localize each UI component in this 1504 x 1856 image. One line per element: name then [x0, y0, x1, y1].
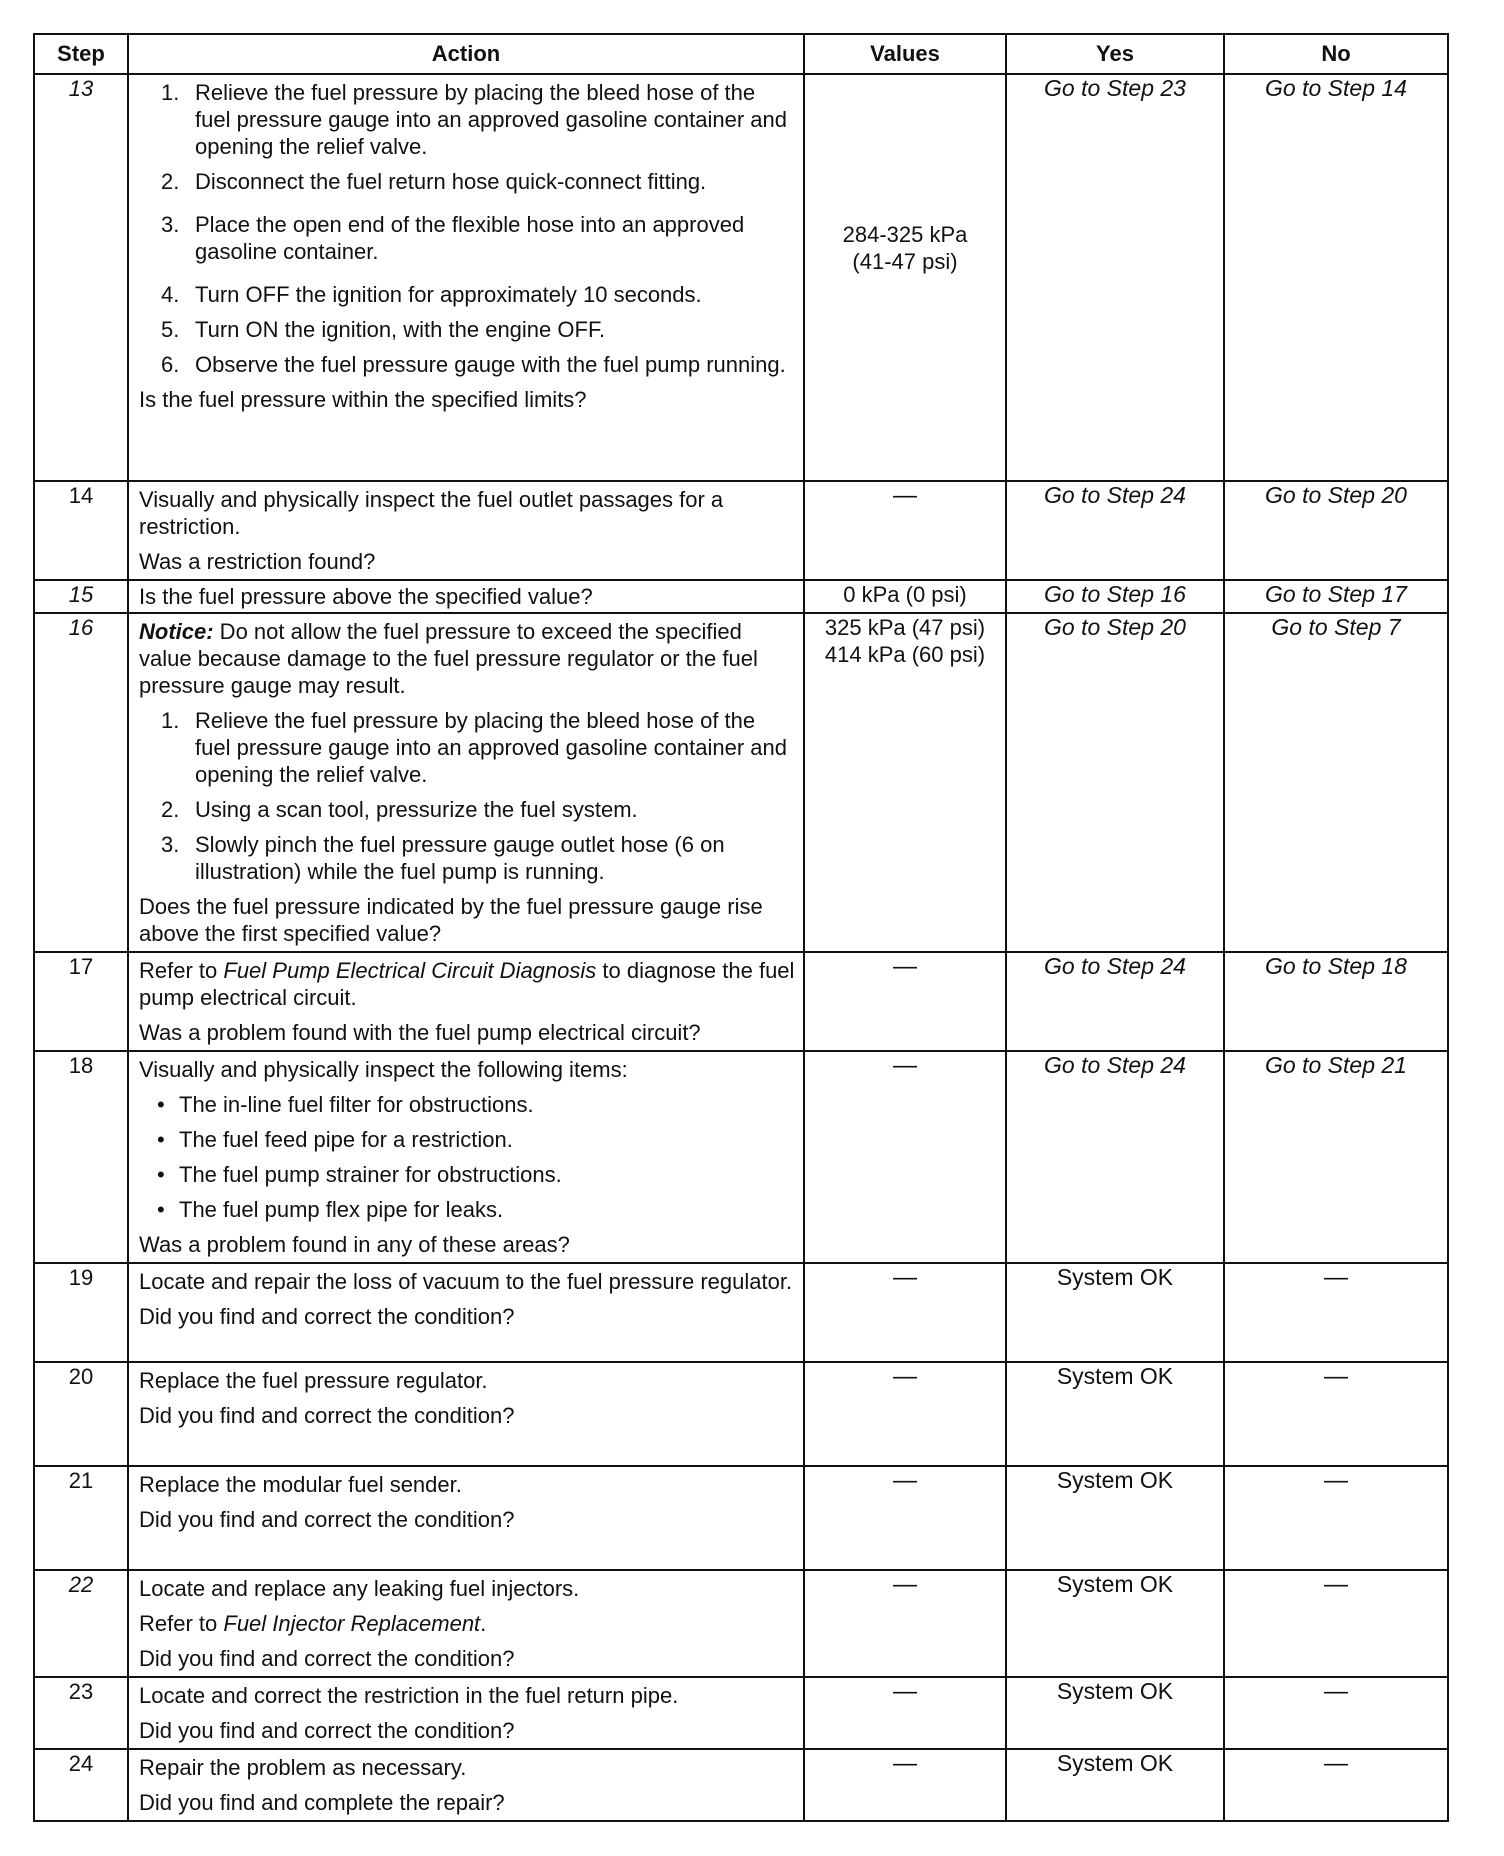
- no-dash: —: [1324, 1467, 1348, 1494]
- table-row: [34, 580, 1448, 613]
- yes-cell: Go to Step 23: [1006, 74, 1224, 481]
- step-text: Turn ON the ignition, with the engine OFF.: [195, 317, 606, 342]
- step-number: 14: [34, 481, 128, 580]
- yes-cell: System OK: [1006, 1570, 1224, 1677]
- notice-text: Do not allow the fuel pressure to exceed the specified value because damage to the fuel pressure regulator or the fuel pressure gauge may result.: [139, 619, 758, 698]
- numbered-steps: [139, 707, 795, 885]
- value-dash: —: [893, 1750, 917, 1777]
- table-row: [34, 1570, 1448, 1677]
- no-cell: Go to Step 7: [1224, 613, 1448, 952]
- question-text: Did you find and complete the repair?: [139, 1790, 505, 1815]
- list-item: 3. Place the open end of the flexible hose into an approved gasoline container.: [161, 212, 745, 264]
- list-item: 1. Relieve the fuel pressure by placing the bleed hose of the fuel pressure gauge into an approved gasoline container and opening the relief valve.: [161, 80, 787, 159]
- value-dash: —: [893, 1571, 917, 1598]
- reference-link-text: Fuel Injector Replacement: [223, 1611, 481, 1636]
- list-item: • The in-line fuel filter for obstructions.: [139, 1091, 795, 1118]
- reference-link-text: Fuel Pump Electrical Circuit Diagnosis: [223, 958, 597, 983]
- list-item: 6. Observe the fuel pressure gauge with the fuel pump running.: [161, 352, 786, 377]
- value-dash: —: [893, 1363, 917, 1390]
- step-number: 19: [34, 1263, 128, 1362]
- action-cell: [128, 613, 804, 952]
- action-cell: [128, 1362, 804, 1466]
- table-row: [34, 1677, 1448, 1749]
- action-cell: [128, 580, 804, 613]
- header-step: Step: [34, 34, 128, 74]
- step-number: 22: [34, 1570, 128, 1677]
- header-no: No: [1224, 34, 1448, 74]
- notice-label: Notice:: [139, 619, 214, 644]
- table-row: [34, 1466, 1448, 1570]
- values-cell: [804, 481, 1006, 580]
- action-text: Locate and replace any leaking fuel injectors.: [139, 1576, 580, 1601]
- value-line: 325 kPa (47 psi): [824, 615, 986, 640]
- no-cell: [1224, 1263, 1448, 1362]
- no-cell: Go to Step 17: [1224, 580, 1448, 613]
- action-text: Locate and repair the loss of vacuum to the fuel pressure regulator.: [139, 1269, 793, 1294]
- step-number: 18: [34, 1051, 128, 1263]
- values-cell: [804, 1677, 1006, 1749]
- table-row: [34, 952, 1448, 1051]
- value-dash: —: [893, 1052, 917, 1079]
- question-text: Is the fuel pressure within the specified limits?: [139, 387, 587, 412]
- step-text: Relieve the fuel pressure by placing the bleed hose of the fuel pressure gauge into an approved gasoline container and opening the relief valve.: [195, 708, 787, 787]
- action-cell: [128, 74, 804, 481]
- step-text: Place the open end of the flexible hose into an approved gasoline container.: [195, 212, 745, 264]
- question-text: Did you find and correct the condition?: [139, 1718, 515, 1743]
- list-item: • The fuel pump strainer for obstructions.: [139, 1161, 795, 1188]
- action-text: [139, 957, 795, 1011]
- question-text: Did you find and correct the condition?: [139, 1646, 515, 1671]
- action-cell: [128, 1570, 804, 1677]
- no-cell: [1224, 1570, 1448, 1677]
- action-text: Repair the problem as necessary.: [139, 1755, 467, 1780]
- step-number: 17: [34, 952, 128, 1051]
- values-cell: [804, 1362, 1006, 1466]
- values-cell: [804, 613, 1006, 952]
- values-cell: [804, 1749, 1006, 1821]
- question-text: Was a problem found with the fuel pump electrical circuit?: [139, 1020, 701, 1045]
- action-cell: [128, 952, 804, 1051]
- step-number: 23: [34, 1677, 128, 1749]
- no-cell: [1224, 1362, 1448, 1466]
- list-item: 1. Relieve the fuel pressure by placing the bleed hose of the fuel pressure gauge into an approved gasoline container and opening the relief valve.: [161, 708, 787, 787]
- value-dash: —: [893, 1678, 917, 1705]
- yes-cell: Go to Step 24: [1006, 952, 1224, 1051]
- header-row: [34, 34, 1448, 74]
- values-cell: [804, 952, 1006, 1051]
- list-item: • The fuel feed pipe for a restriction.: [139, 1126, 795, 1153]
- bullet-list: [139, 1091, 795, 1223]
- value-dash: —: [893, 1467, 917, 1494]
- question-text: Was a restriction found?: [139, 549, 376, 574]
- yes-cell: System OK: [1006, 1362, 1224, 1466]
- step-text: Observe the fuel pressure gauge with the fuel pump running.: [195, 352, 786, 377]
- value-dash: —: [893, 482, 917, 509]
- no-dash: —: [1324, 1750, 1348, 1777]
- action-text: Replace the fuel pressure regulator.: [139, 1368, 488, 1393]
- action-cell: [128, 1677, 804, 1749]
- no-cell: [1224, 1677, 1448, 1749]
- step-text: Disconnect the fuel return hose quick-connect fitting.: [195, 169, 707, 194]
- no-cell: Go to Step 18: [1224, 952, 1448, 1051]
- action-text-part: to diagnose the fuel pump electrical circuit.: [139, 958, 795, 1010]
- list-item: • The fuel pump flex pipe for leaks.: [139, 1196, 795, 1223]
- numbered-steps: [139, 79, 795, 378]
- notice-paragraph: [139, 618, 795, 699]
- table-row: [34, 1362, 1448, 1466]
- value-line: (41-47 psi): [852, 249, 958, 274]
- header-yes: Yes: [1006, 34, 1224, 74]
- table-row: [34, 613, 1448, 952]
- table-row: [34, 481, 1448, 580]
- action-cell: [128, 1051, 804, 1263]
- value-dash: —: [893, 953, 917, 980]
- yes-cell: System OK: [1006, 1677, 1224, 1749]
- table-row: [34, 74, 1448, 481]
- question-text: Did you find and correct the condition?: [139, 1304, 515, 1329]
- yes-cell: System OK: [1006, 1263, 1224, 1362]
- list-item: 2. Disconnect the fuel return hose quick-connect fitting.: [161, 169, 707, 194]
- question-text: Is the fuel pressure above the specified value?: [139, 584, 593, 609]
- table-row: [34, 1749, 1448, 1821]
- action-text: Visually and physically inspect the following items:: [139, 1057, 628, 1082]
- value-line: 414 kPa (60 psi): [824, 642, 986, 667]
- no-cell: Go to Step 20: [1224, 481, 1448, 580]
- action-cell: [128, 481, 804, 580]
- table-row: [34, 1263, 1448, 1362]
- list-item: 2. Using a scan tool, pressurize the fuel system.: [161, 797, 638, 822]
- action-text: Locate and correct the restriction in the fuel return pipe.: [139, 1683, 679, 1708]
- step-number: 21: [34, 1466, 128, 1570]
- yes-cell: System OK: [1006, 1749, 1224, 1821]
- step-number: 13: [34, 74, 128, 481]
- yes-cell: System OK: [1006, 1466, 1224, 1570]
- no-dash: —: [1324, 1678, 1348, 1705]
- yes-cell: Go to Step 24: [1006, 1051, 1224, 1263]
- list-item: 3. Slowly pinch the fuel pressure gauge outlet hose (6 on illustration) while the fuel pump is running.: [161, 832, 725, 884]
- action-text-part: Refer to: [139, 958, 224, 983]
- no-dash: —: [1324, 1264, 1348, 1291]
- no-dash: —: [1324, 1363, 1348, 1390]
- values-cell: [804, 1263, 1006, 1362]
- values-cell: [804, 1051, 1006, 1263]
- step-number: 24: [34, 1749, 128, 1821]
- values-cell: [804, 74, 1006, 481]
- step-text: Slowly pinch the fuel pressure gauge outlet hose (6 on illustration) while the fuel pump is running.: [195, 832, 725, 884]
- no-dash: —: [1324, 1571, 1348, 1598]
- question-text: Did you find and correct the condition?: [139, 1507, 515, 1532]
- action-text: Replace the modular fuel sender.: [139, 1472, 462, 1497]
- question-text: Does the fuel pressure indicated by the fuel pressure gauge rise above the first specified value?: [139, 894, 763, 946]
- step-text: Relieve the fuel pressure by placing the bleed hose of the fuel pressure gauge into an approved gasoline container and opening the relief valve.: [195, 80, 787, 159]
- no-cell: [1224, 1749, 1448, 1821]
- yes-cell: Go to Step 24: [1006, 481, 1224, 580]
- action-cell: [128, 1263, 804, 1362]
- values-cell: [804, 1466, 1006, 1570]
- step-text: Turn OFF the ignition for approximately 10 seconds.: [195, 282, 702, 307]
- action-cell: [128, 1749, 804, 1821]
- step-number: 15: [34, 580, 128, 613]
- question-text: Was a problem found in any of these areas?: [139, 1232, 570, 1257]
- yes-cell: Go to Step 16: [1006, 580, 1224, 613]
- yes-cell: Go to Step 20: [1006, 613, 1224, 952]
- step-number: 20: [34, 1362, 128, 1466]
- reference-line: [139, 1610, 795, 1637]
- values-cell: [804, 1570, 1006, 1677]
- values-cell: 0 kPa (0 psi): [804, 580, 1006, 613]
- no-cell: Go to Step 14: [1224, 74, 1448, 481]
- list-item: 4. Turn OFF the ignition for approximately 10 seconds.: [161, 282, 702, 307]
- step-text: Using a scan tool, pressurize the fuel system.: [195, 797, 638, 822]
- ref-suffix: .: [480, 1611, 487, 1636]
- header-action: Action: [128, 34, 804, 74]
- no-cell: [1224, 1466, 1448, 1570]
- value-line: 284-325 kPa: [842, 222, 968, 247]
- list-item: 5. Turn ON the ignition, with the engine OFF.: [161, 317, 606, 342]
- no-cell: Go to Step 21: [1224, 1051, 1448, 1263]
- question-text: Did you find and correct the condition?: [139, 1403, 515, 1428]
- header-values: Values: [804, 34, 1006, 74]
- value-dash: —: [893, 1264, 917, 1291]
- diagnostic-table: [33, 33, 1449, 1822]
- table-row: [34, 1051, 1448, 1263]
- step-number: 16: [34, 613, 128, 952]
- ref-prefix: Refer to: [139, 1611, 224, 1636]
- action-cell: [128, 1466, 804, 1570]
- action-text: Visually and physically inspect the fuel outlet passages for a restriction.: [139, 487, 724, 539]
